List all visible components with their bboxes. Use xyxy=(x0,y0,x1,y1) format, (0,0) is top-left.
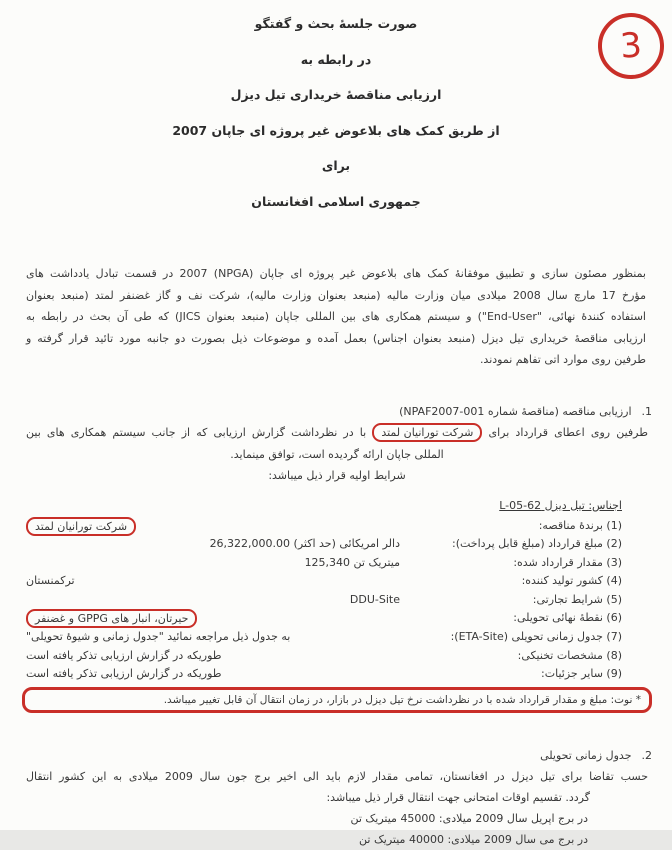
condition-label: (3) مقدار قرارداد شده: xyxy=(513,555,622,569)
section-2-number: 2. xyxy=(641,748,652,762)
title-line-2: در رابطه به xyxy=(300,51,372,67)
page-number: 3 xyxy=(618,25,644,67)
intro-line: مؤرخ 17 مارچ سال 2008 میلادی میان وزارت مالیه (منبعد بعنوان وزارت مالیه)، شرکت نف و گاز غضنفر لمتد (منبعد بعنوان xyxy=(26,288,646,302)
condition-row xyxy=(26,572,622,591)
condition-label: (1) برندهٔ مناقصه: xyxy=(538,518,622,532)
note-annotation-wrap xyxy=(22,687,652,713)
intro-paragraph xyxy=(26,263,646,371)
condition-row xyxy=(26,535,622,554)
intro-line: ارزیابی مناقصهٔ خریداری تیل دیزل (منبعد بعنوان اجناس) بعمل آمده و موضوعات ذیل بصورت دو جانبه مورد تائید قرار گرفته و xyxy=(26,331,646,345)
condition-label: (4) کشور تولید کننده: xyxy=(521,574,622,588)
intro-line: طرفین روی موارد اتی تفاهم نمودند. xyxy=(479,353,646,366)
intro-line: بمنظور مصئون سازی و تطبیق موفقانهٔ کمک های بلاعوض غیر پروژه ای جاپان (NPGA) 2007 در قسمت تبادل یادداشت های xyxy=(26,267,646,280)
section-2-title: جدول زمانی تحویلی xyxy=(540,748,632,762)
schedule-line-april: در برج اپریل سال 2009 میلادی: 45000 میتریک تن xyxy=(350,811,588,825)
condition-value: 125,340 میتریک تن xyxy=(304,555,400,569)
condition-row xyxy=(26,609,622,628)
highlighted-delivery-point-annotation: حیرتان، انبار های GPPG و غضنفر xyxy=(26,609,197,628)
condition-value: ترکمنستان xyxy=(26,574,75,588)
section-1-body-line-2: المللی جاپان ارائه گردیده است، توافق مینماید. xyxy=(230,447,444,461)
highlighted-company-annotation: شرکت تورانیان لمتد xyxy=(372,423,482,442)
schedule-line-may: در برج می سال 2009 میلادی: 40000 میتریک تن xyxy=(359,832,588,846)
conditions-list xyxy=(26,517,622,684)
section-1-body-line-1 xyxy=(26,422,648,444)
section-1-number: 1. xyxy=(641,404,652,418)
condition-row xyxy=(26,554,622,573)
condition-value: به جدول ذیل مراجعه نمائید "جدول زمانی و شیوهٔ تحویلی" xyxy=(26,630,291,644)
condition-value xyxy=(26,609,400,628)
condition-row xyxy=(26,517,622,536)
title-line-6: جمهوری اسلامی افغانستان xyxy=(251,193,421,209)
condition-label: (2) مبلغ قرارداد (مبلغ قابل پرداخت): xyxy=(451,537,622,551)
title-line-4: از طریق کمک های بلاعوض غیر پروژه ای جاپان 2007 xyxy=(172,122,500,138)
condition-label: (5) شرایط تجارتی: xyxy=(532,592,622,606)
section-1-tender-evaluation xyxy=(26,401,652,487)
condition-row xyxy=(26,647,622,666)
document-title-block xyxy=(0,0,672,219)
condition-label: (6) نقطهٔ نهائی تحویلی: xyxy=(513,611,622,625)
section-2-body-line-1: حسب تقاضا برای تیل دیزل در افغانستان، تمامی مقدار لازم باید الی اخیر برج جون سال 2009 میلادی به این کشور انتقال xyxy=(26,769,649,783)
section-1-body-line-3: شرایط اولیه قرار ذیل میباشد: xyxy=(268,469,406,482)
condition-value xyxy=(26,517,400,536)
title-line-3: ارزیابی مناقصهٔ خریداری تیل دیزل xyxy=(230,87,442,102)
section-1-heading xyxy=(26,401,652,423)
goods-heading xyxy=(26,496,622,515)
note-text: * نوت: مبلغ و مقدار قرارداد شده با در نظرداشت نرخ تیل دیزل در بازار، در زمان انتقال آن قابل تغییر میباشد. xyxy=(163,693,641,706)
title-line-5: برای xyxy=(321,158,351,173)
condition-row xyxy=(26,628,622,647)
condition-value: 26,322,000.00 دالر امریکائی (حد اکثر) xyxy=(209,537,400,551)
condition-label: (7) جدول زمانی تحویلی (ETA-Site): xyxy=(450,630,622,644)
condition-value: طوریکه در گزارش ارزیابی تذکر یافته است xyxy=(26,667,222,681)
condition-label: (9) سایر جزئیات: xyxy=(541,667,622,681)
section-2-body-line-2: گردد. تقسیم اوقات امتحانی جهت انتقال قرار ذیل میباشد: xyxy=(326,790,590,804)
condition-value: طوریکه در گزارش ارزیابی تذکر یافته است xyxy=(26,648,222,662)
section-1-title: ارزیابی مناقصه (مناقصهٔ شماره NPAF2007-001) xyxy=(399,404,632,418)
condition-row xyxy=(26,591,622,610)
section-1-text: طرفین روی اعطای قرارداد برای xyxy=(482,426,648,439)
goods-heading-text: اجناس: تیل دیزل L-05-62 xyxy=(499,498,622,512)
condition-value: DDU-Site xyxy=(349,592,400,606)
highlighted-winner-annotation: شرکت تورانیان لمتد xyxy=(26,517,136,536)
title-line-1: صورت جلسهٔ بحث و گفتگو xyxy=(254,16,418,31)
intro-line: استفاده کنندهٔ نهائی، "End-User") و سیستم همکاری های بین المللی جاپان (منبعد بعنوان JICS) که طی آن بحث در رابطه به xyxy=(26,310,646,323)
condition-row xyxy=(26,665,622,684)
note-red-box-annotation xyxy=(22,687,652,713)
section-1-text: با در نظرداشت گزارش ارزیابی که از جانب سیستم همکاری های بین xyxy=(26,426,373,439)
section-2-delivery-schedule xyxy=(26,745,652,850)
section-2-heading xyxy=(26,745,652,766)
condition-label: (8) مشخصات تخنیکی: xyxy=(517,648,622,662)
